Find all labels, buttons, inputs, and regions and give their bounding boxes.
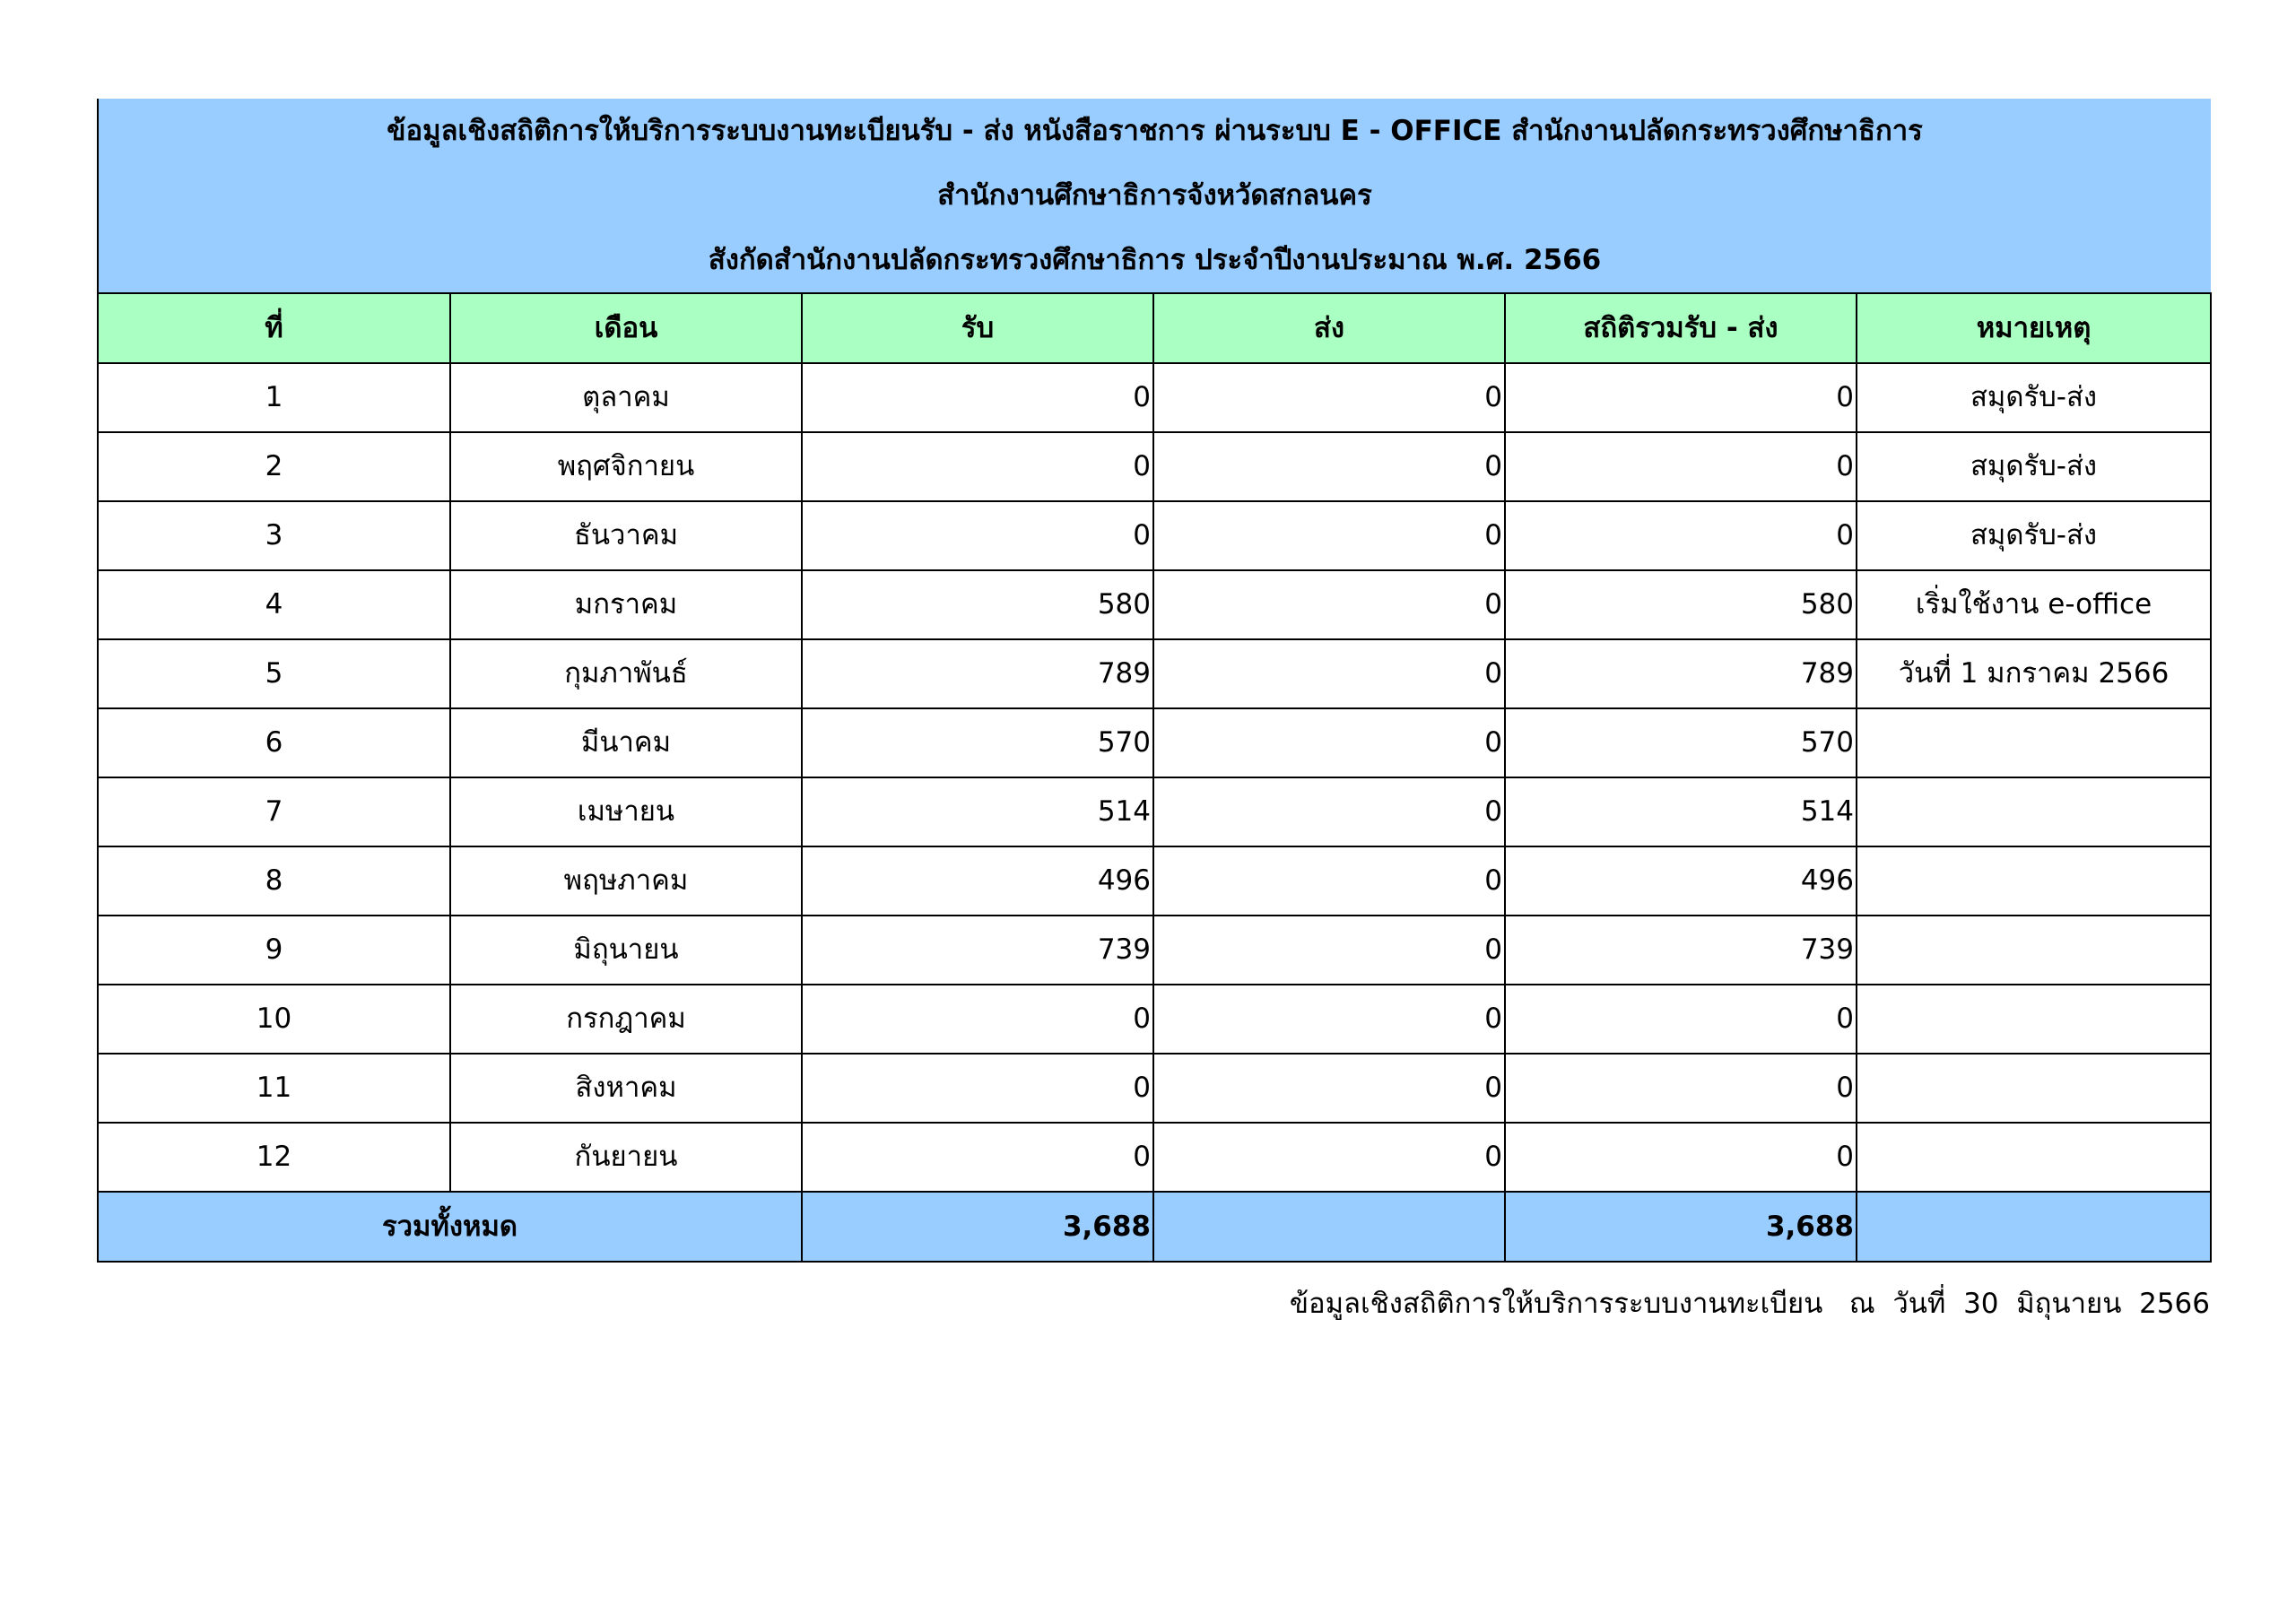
total-send [1153,1192,1505,1262]
cell-index: 10 [98,985,450,1054]
total-receive: 3,688 [802,1192,1153,1262]
cell-note: เริ่มใช้งาน e-office [1857,570,2211,639]
table-row [98,432,2211,501]
table-row [98,1123,2211,1192]
title-line-2: สำนักงานศึกษาธิการจังหวัดสกลนคร [937,179,1372,212]
cell-month: กรกฎาคม [450,985,802,1054]
header-index: ที่ [98,293,450,363]
cell-send: 0 [1153,1123,1505,1192]
cell-send: 0 [1153,1054,1505,1123]
cell-index: 7 [98,777,450,846]
title-line-1: ข้อมูลเชิงสถิติการให้บริการระบบงานทะเบียนรับ - ส่ง หนังสือราชการ ผ่านระบบ E - OFFICE สำนักงานปลัดกระทรวงศึกษาธิการ [387,115,1923,147]
table-row [98,1054,2211,1123]
table-row [98,363,2211,432]
cell-combined: 739 [1505,916,1857,985]
cell-index: 12 [98,1123,450,1192]
cell-note [1857,1123,2211,1192]
cell-month: มิถุนายน [450,916,802,985]
table-row [98,777,2211,846]
cell-receive: 580 [802,570,1153,639]
cell-receive: 514 [802,777,1153,846]
cell-send: 0 [1153,916,1505,985]
cell-month: มกราคม [450,570,802,639]
cell-combined: 0 [1505,1123,1857,1192]
cell-send: 0 [1153,432,1505,501]
table-row [98,846,2211,916]
cell-note [1857,1054,2211,1123]
total-label: รวมทั้งหมด [98,1192,802,1262]
cell-index: 3 [98,501,450,570]
cell-note [1857,916,2211,985]
cell-month: พฤศจิกายน [450,432,802,501]
cell-note: สมุดรับ-ส่ง [1857,363,2211,432]
cell-receive: 0 [802,1054,1153,1123]
cell-receive: 570 [802,708,1153,777]
cell-combined: 570 [1505,708,1857,777]
cell-combined: 496 [1505,846,1857,916]
cell-combined: 0 [1505,432,1857,501]
header-combined: สถิติรวมรับ - ส่ง [1505,293,1857,363]
table-row [98,985,2211,1054]
table-row [98,639,2211,708]
cell-receive: 0 [802,1123,1153,1192]
header-note: หมายเหตุ [1857,293,2211,363]
cell-send: 0 [1153,363,1505,432]
cell-receive: 0 [802,501,1153,570]
cell-receive: 0 [802,363,1153,432]
header-receive: รับ [802,293,1153,363]
cell-send: 0 [1153,846,1505,916]
cell-receive: 739 [802,916,1153,985]
cell-send: 0 [1153,501,1505,570]
cell-combined: 0 [1505,1054,1857,1123]
table-row [98,570,2211,639]
cell-combined: 789 [1505,639,1857,708]
total-row [98,1192,2211,1262]
cell-combined: 514 [1505,777,1857,846]
cell-receive: 789 [802,639,1153,708]
cell-month: สิงหาคม [450,1054,802,1123]
cell-index: 8 [98,846,450,916]
cell-combined: 0 [1505,501,1857,570]
cell-note [1857,846,2211,916]
cell-month: ธันวาคม [450,501,802,570]
cell-month: เมษายน [450,777,802,846]
cell-receive: 0 [802,432,1153,501]
cell-send: 0 [1153,985,1505,1054]
stats-sheet [97,99,2210,1263]
title-block [98,99,2211,293]
cell-note: สมุดรับ-ส่ง [1857,501,2211,570]
cell-note: วันที่ 1 มกราคม 2566 [1857,639,2211,708]
cell-index: 9 [98,916,450,985]
cell-send: 0 [1153,570,1505,639]
cell-send: 0 [1153,639,1505,708]
cell-index: 2 [98,432,450,501]
cell-month: ตุลาคม [450,363,802,432]
header-row [98,293,2211,363]
cell-note [1857,985,2211,1054]
cell-combined: 580 [1505,570,1857,639]
stats-table [97,99,2212,1263]
cell-index: 1 [98,363,450,432]
table-row [98,501,2211,570]
table-row [98,916,2211,985]
header-month: เดือน [450,293,802,363]
cell-note [1857,777,2211,846]
total-note [1857,1192,2211,1262]
cell-month: กุมภาพันธ์ [450,639,802,708]
cell-receive: 0 [802,985,1153,1054]
cell-index: 5 [98,639,450,708]
cell-index: 4 [98,570,450,639]
cell-note: สมุดรับ-ส่ง [1857,432,2211,501]
cell-combined: 0 [1505,985,1857,1054]
total-combined: 3,688 [1505,1192,1857,1262]
header-send: ส่ง [1153,293,1505,363]
cell-send: 0 [1153,708,1505,777]
cell-note [1857,708,2211,777]
cell-send: 0 [1153,777,1505,846]
cell-combined: 0 [1505,363,1857,432]
cell-month: พฤษภาคม [450,846,802,916]
cell-month: กันยายน [450,1123,802,1192]
footer-note: ข้อมูลเชิงสถิติการให้บริการระบบงานทะเบียน ณ วันที่ 30 มิถุนายน 2566 [1289,1288,2210,1320]
table-row [98,708,2211,777]
cell-index: 6 [98,708,450,777]
cell-month: มีนาคม [450,708,802,777]
cell-index: 11 [98,1054,450,1123]
title-line-3: สังกัดสำนักงานปลัดกระทรวงศึกษาธิการ ประจำปีงานประมาณ พ.ศ. 2566 [708,244,1602,276]
cell-receive: 496 [802,846,1153,916]
